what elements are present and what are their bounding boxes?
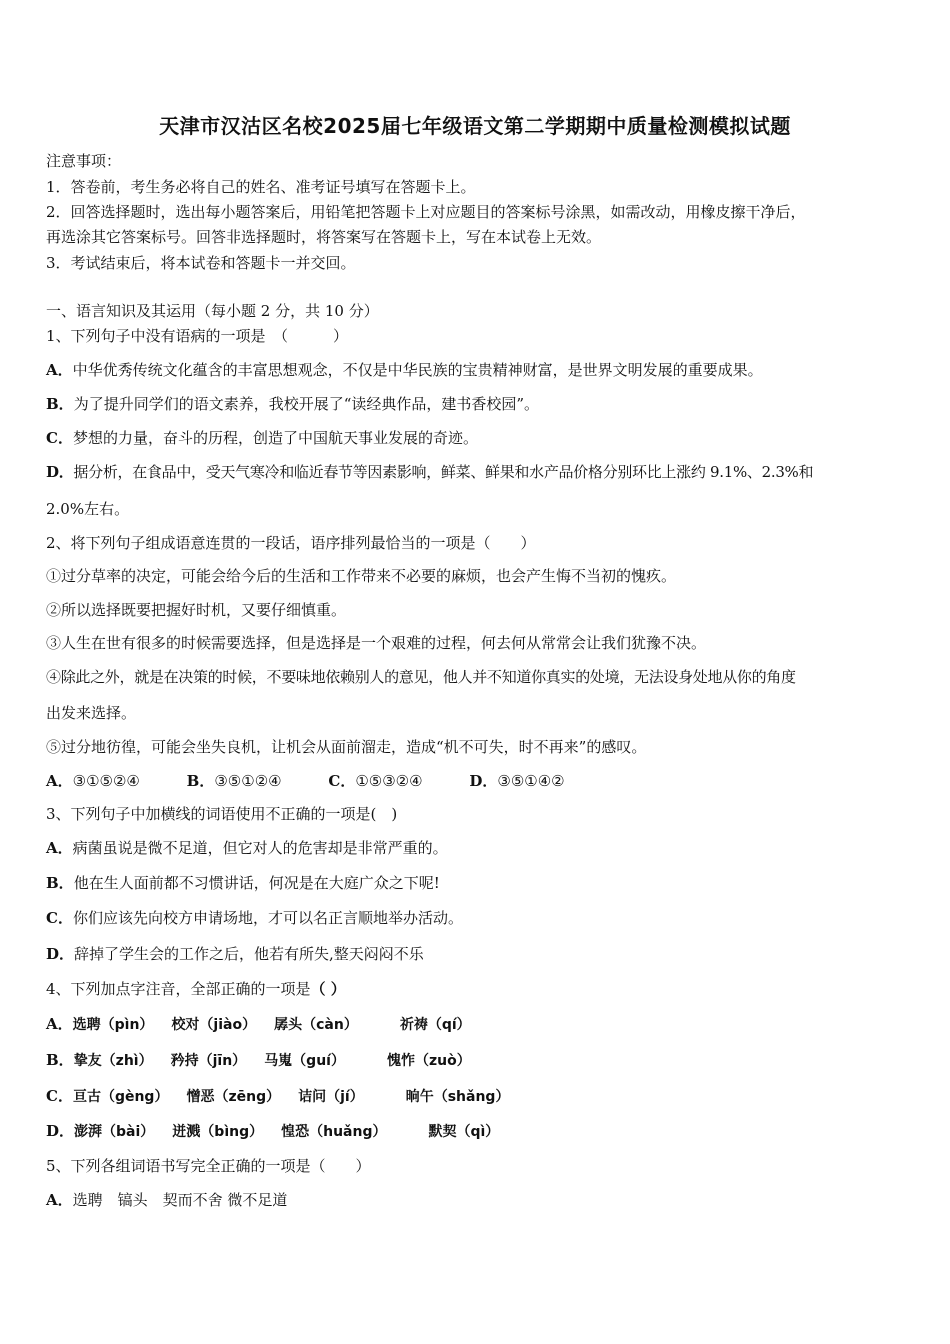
question-4-stem — [46, 979, 346, 999]
option-label: D． — [46, 463, 74, 481]
option-text: ③⑤①②④ — [214, 772, 282, 790]
pinyin-item: 矜持（jīn） — [170, 1053, 247, 1069]
option-label: D． — [469, 772, 498, 790]
question-2-sentence-cont: 出发来选择。 — [46, 704, 137, 722]
pinyin-item: 默契（qì） — [428, 1124, 500, 1140]
notice-heading: 注意事项： — [46, 152, 122, 170]
option-label: B． — [46, 1051, 74, 1069]
option-label: A． — [46, 839, 73, 857]
question-3-option-c — [46, 908, 463, 928]
option-text: ①⑤③②④ — [355, 772, 423, 790]
notice-item: 2．回答选择题时，选出每小题答案后，用铅笔把答题卡上对应题目的答案标号涂黑，如需改动，用橡皮擦干净后， — [46, 203, 806, 221]
pinyin-item: 迸溅（bìng） — [172, 1124, 264, 1140]
notice-item: 3．考试结束后，将本试卷和答题卡一并交回。 — [46, 254, 356, 272]
pinyin-item: 校对（jiào） — [171, 1017, 257, 1033]
question-1-option-d — [46, 462, 813, 482]
question-1-option-d-cont: 2.0%左右。 — [46, 500, 130, 518]
notice-item: 再选涂其它答案标号。回答非选择题时，将答案写在答题卡上，写在本试卷上无效。 — [46, 228, 602, 246]
option-label: D． — [46, 1122, 75, 1140]
question-3-stem: 3、下列句子中加横线的词语使用不正确的一项是( ) — [46, 805, 398, 823]
option-text: 辞掉了学生会的工作之后，他若有所失,整天闷闷不乐 — [74, 945, 424, 963]
option-text: 选聘 镐头 契而不舍 微不足道 — [72, 1191, 288, 1209]
pinyin-item: 亘古（gèng） — [72, 1089, 169, 1105]
option-text: 梦想的力量，奋斗的历程，创造了中国航天事业发展的奇迹。 — [72, 429, 478, 447]
option-text: 为了提升同学们的语文素养，我校开展了“读经典作品，建书香校园”。 — [73, 395, 540, 413]
page-title: 天津市汉沽区名校2025届七年级语文第二学期期中质量检测模拟试题 — [159, 114, 791, 138]
pinyin-item: 憎恶（zēng） — [186, 1089, 281, 1105]
pinyin-item: 诘问（jí） — [298, 1089, 364, 1105]
option-text: 据分析，在食品中，受天气寒冷和临近春节等因素影响，鲜菜、鲜果和水产品价格分别环比上涨约 9.1%、2.3%和 — [73, 463, 814, 481]
question-4-option-a — [46, 1014, 471, 1035]
question-2-sentence: ①过分草率的决定，可能会给今后的生活和工作带来不必要的麻烦，也会产生悔不当初的愧疚。 — [46, 567, 677, 585]
pinyin-item: 晌午（shǎng） — [405, 1089, 510, 1105]
option-text: 你们应该先向校方申请场地，才可以名正言顺地举办活动。 — [72, 909, 463, 927]
question-1-option-a — [46, 360, 763, 380]
option-text: ③⑤①④② — [497, 772, 565, 790]
pinyin-item: 祈祷（qí） — [399, 1017, 471, 1033]
question-2-sentence: ④除此之外，就是在决策的时候，不要味地依赖别人的意见，他人并不知道你真实的处境，无法设身处地从你的角度 — [46, 668, 796, 686]
question-2-sentence: ⑤过分地彷徨，可能会坐失良机，让机会从面前溜走，造成“机不可失，时不再来”的感叹。 — [46, 738, 647, 756]
pinyin-item: 选聘（pìn） — [72, 1017, 154, 1033]
question-1-option-b — [46, 394, 539, 414]
option-label: A． — [46, 1015, 73, 1033]
question-2-stem: 2、将下列句子组成语意连贯的一段话，语序排列最恰当的一项是（ ） — [46, 534, 536, 552]
option-label: B． — [46, 395, 74, 413]
option-label: C． — [46, 909, 73, 927]
stem-text: 4、下列加点字注音，全部正确的一项是 — [46, 980, 311, 998]
pinyin-item: 挚友（zhì） — [73, 1053, 153, 1069]
question-1-stem: 1、下列句子中没有语病的一项是 （ ） — [46, 327, 349, 345]
question-5-option-a — [46, 1190, 287, 1210]
option-label: A． — [46, 772, 73, 790]
question-4-option-d — [46, 1121, 499, 1142]
option-text: 他在生人面前都不习惯讲话，何况是在大庭广众之下呢! — [73, 874, 440, 892]
question-3-option-d — [46, 944, 424, 964]
pinyin-item: 惶恐（huǎng） — [281, 1124, 387, 1140]
option-label: D． — [46, 945, 75, 963]
option-text: 病菌虽说是微不足道，但它对人的危害却是非常严重的。 — [72, 839, 448, 857]
question-3-option-b — [46, 873, 440, 893]
stem-paren: （ ） — [310, 980, 346, 998]
section-heading: 一、语言知识及其运用（每小题 2 分，共 10 分） — [46, 302, 379, 320]
question-4-option-b — [46, 1050, 471, 1071]
pinyin-item: 孱头（càn） — [274, 1017, 358, 1033]
question-4-option-c — [46, 1086, 509, 1107]
question-2-sentence: ③人生在世有很多的时候需要选择，但是选择是一个艰难的过程，何去何从常常会让我们犹豫不决。 — [46, 634, 707, 652]
question-5-stem: 5、下列各组词语书写完全正确的一项是（ ） — [46, 1157, 371, 1175]
pinyin-item: 愧怍（zuò） — [386, 1053, 471, 1069]
option-label: B． — [46, 874, 74, 892]
question-2-options — [46, 771, 565, 791]
question-3-option-a — [46, 838, 448, 858]
option-text: ③①⑤②④ — [72, 772, 140, 790]
option-label: A． — [46, 1191, 73, 1209]
question-1-option-c — [46, 428, 478, 448]
question-2-sentence: ②所以选择既要把握好时机，又要仔细慎重。 — [46, 601, 347, 619]
option-label: B． — [186, 772, 215, 790]
notice-item: 1．答卷前，考生务必将自己的姓名、准考证号填写在答题卡上。 — [46, 178, 476, 196]
option-label: C． — [46, 429, 73, 447]
pinyin-item: 马嵬（guí） — [264, 1053, 345, 1069]
option-label: A． — [46, 361, 73, 379]
option-text: 中华优秀传统文化蕴含的丰富思想观念，不仅是中华民族的宝贵精神财富，是世界文明发展的重要成果。 — [72, 361, 763, 379]
option-label: C． — [46, 1087, 73, 1105]
option-label: C． — [328, 772, 356, 790]
pinyin-item: 澎湃（bài） — [74, 1124, 155, 1140]
